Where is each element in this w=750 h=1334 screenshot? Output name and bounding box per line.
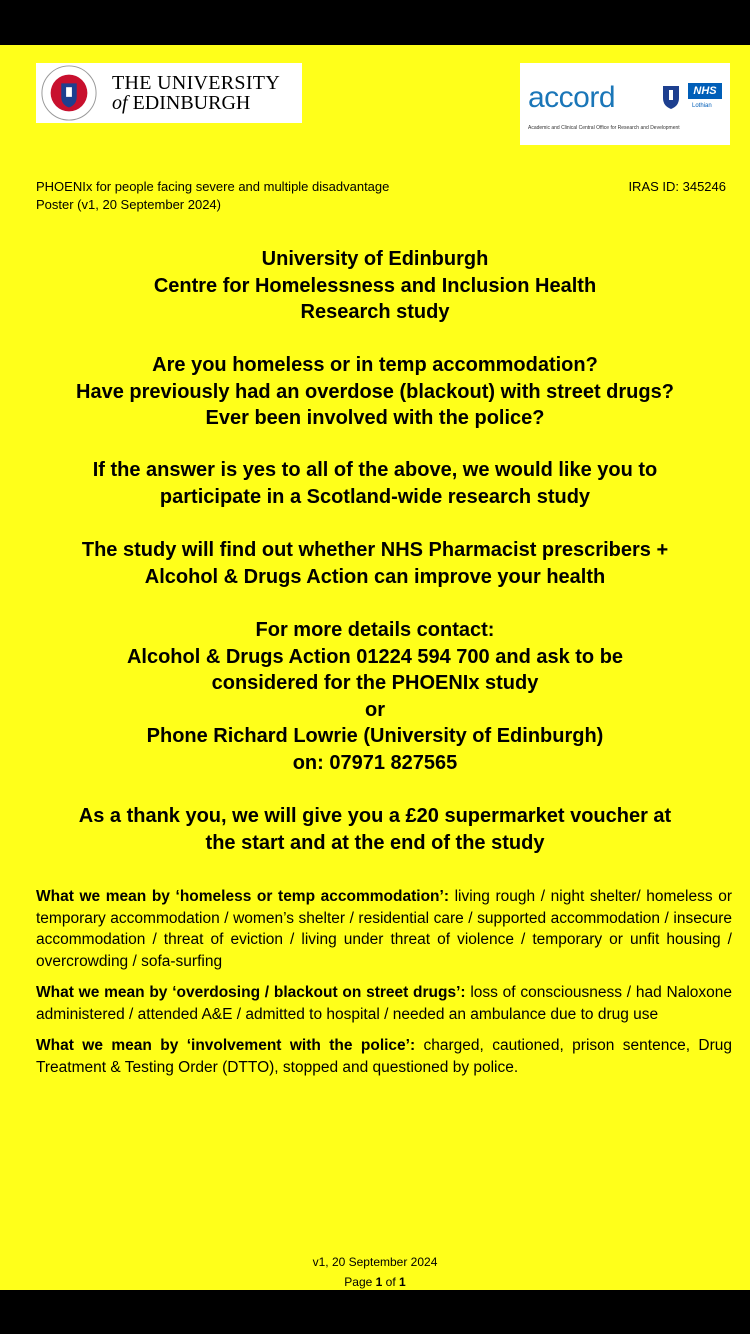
accord-subtitle: Academic and Clinical Central Office for Research and Development: [528, 125, 680, 131]
heading-line: Centre for Homelessness and Inclusion Health: [153, 274, 597, 297]
iras-id: IRAS ID: 345246: [628, 179, 726, 194]
contact-line: on: 07971 827565: [292, 751, 458, 774]
nhs-lothian-label: Lothian: [692, 103, 712, 109]
accord-wordmark: accord: [528, 81, 616, 114]
university-name-line2: of EDINBURGH: [112, 92, 251, 114]
question-line: Are you homeless or in temp accommodation?: [152, 354, 598, 376]
invite-line: participate in a Scotland-wide research study: [159, 485, 591, 508]
page-number: Page 1 of 1: [344, 1275, 406, 1289]
poster: [0, 45, 750, 1290]
purpose-line: Alcohol & Drugs Action can improve your health: [144, 565, 606, 588]
purpose-block: [20, 537, 730, 590]
poster-version: Poster (v1, 20 September 2024): [36, 197, 221, 212]
questions-block: [20, 352, 730, 432]
invite-block: [20, 457, 730, 510]
footer: [0, 1252, 750, 1292]
thanks-block: [20, 803, 730, 856]
invite-line: If the answer is yes to all of the above, we would like you to: [92, 459, 658, 481]
definitions-block: [36, 886, 732, 1088]
nhs-badge: NHS: [688, 83, 722, 99]
study-title: PHOENIx for people facing severe and multiple disadvantage: [36, 179, 390, 194]
purpose-line: The study will find out whether NHS Pharmacist prescribers +: [81, 539, 669, 561]
definition-overdose: What we mean by ‘overdosing / blackout on street drugs’: loss of consciousness / had Naloxone administered / attended A&E / admitted to hospital / needed an ambulance due to drug use: [36, 984, 732, 1023]
definition-police: What we mean by ‘involvement with the police’: charged, cautioned, prison sentence, Drug Treatment & Testing Order (DTTO), stopped and questioned by police.: [36, 1037, 732, 1076]
question-line: Ever been involved with the police?: [205, 407, 545, 429]
document-meta: [36, 178, 726, 214]
definition-homeless: What we mean by ‘homeless or temp accommodation’: living rough / night shelter/ homeless or temporary accommodation / women’s shelter / residential care / supported accommodation / insecure accommodation / threat of eviction / living under threat of violence / temporary or unfit housing / overcrowding / sofa-surfing: [36, 888, 732, 970]
university-name-line1: THE UNIVERSITY: [112, 72, 281, 94]
university-crest-icon: [40, 64, 98, 122]
footer-version: v1, 20 September 2024: [312, 1255, 438, 1269]
heading-block: [20, 246, 730, 326]
contact-line: Phone Richard Lowrie (University of Edinburgh): [146, 725, 604, 747]
contact-line: or: [365, 698, 385, 721]
question-line: Have previously had an overdose (blackout) with street drugs?: [76, 380, 674, 403]
contact-block: [20, 617, 730, 776]
accord-nhs-logo: [520, 63, 730, 145]
heading-line: Research study: [300, 301, 450, 323]
thanks-line: the start and at the end of the study: [205, 831, 545, 854]
nhs-lothian-crest-icon: [660, 83, 682, 111]
contact-line: For more details contact:: [255, 619, 495, 641]
contact-line: Alcohol & Drugs Action 01224 594 700 and ask to be: [126, 645, 624, 668]
contact-line: considered for the PHOENIx study: [211, 672, 539, 694]
university-of-edinburgh-logo: [36, 63, 302, 123]
thanks-line: As a thank you, we will give you a £20 supermarket voucher at: [78, 805, 672, 827]
heading-line: University of Edinburgh: [261, 248, 489, 270]
